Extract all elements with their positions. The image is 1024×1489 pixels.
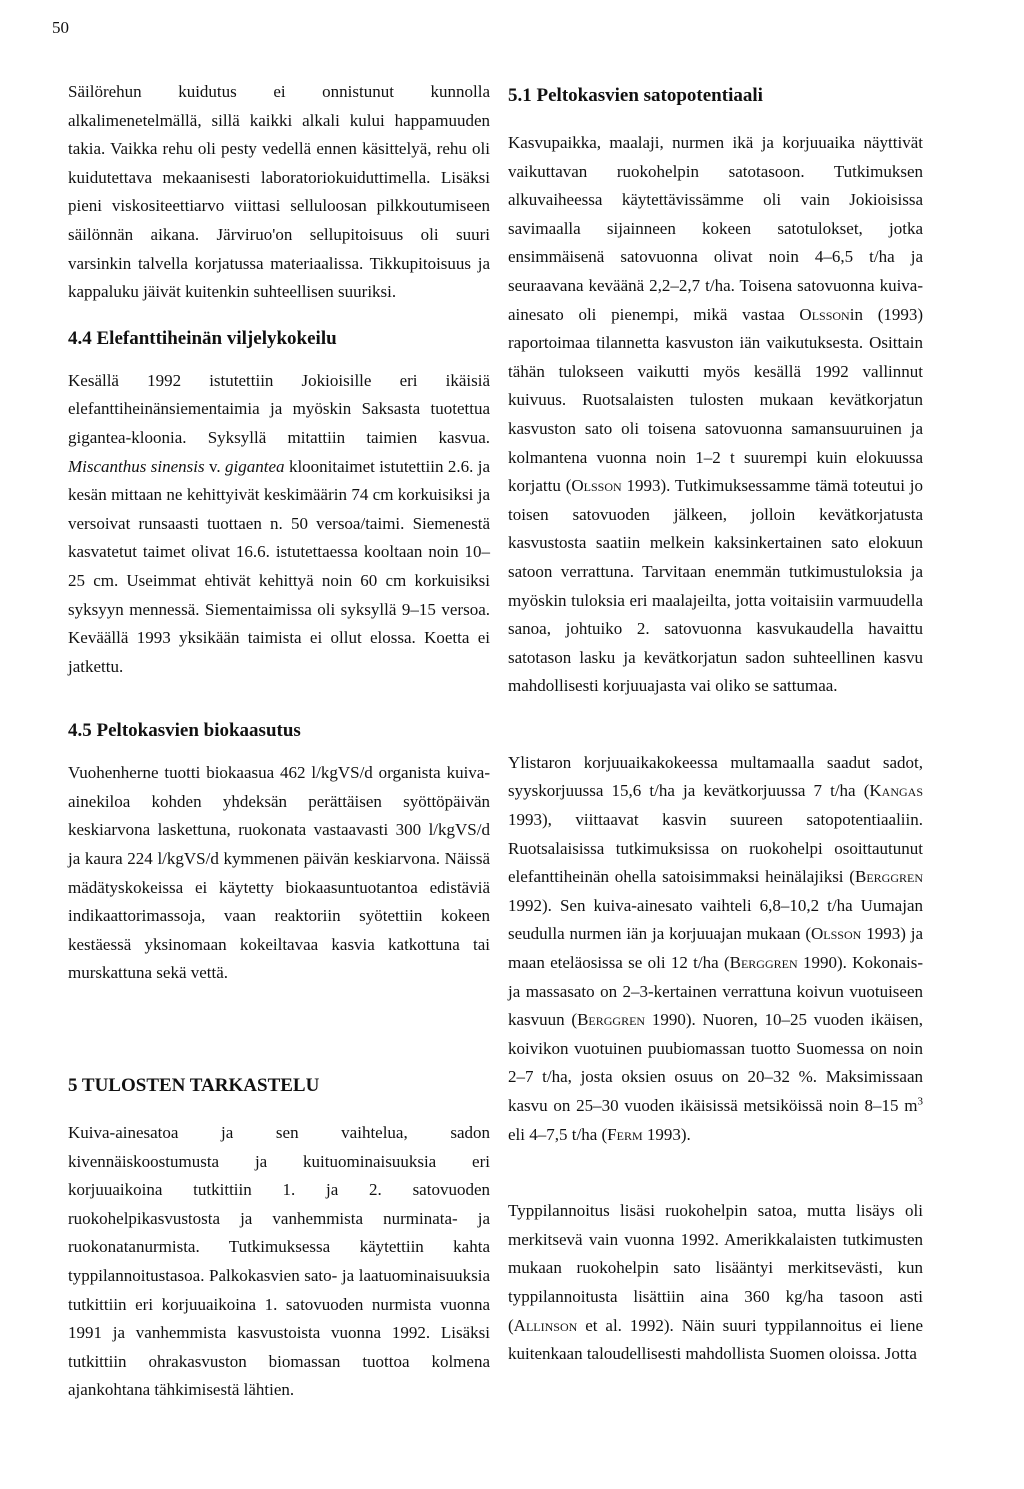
heading-5: 5 TULOSTEN TARKASTELU — [68, 1075, 320, 1097]
page-number: 50 — [52, 18, 69, 37]
heading-4-5: 4.5 Peltokasvien biokaasutus — [68, 720, 301, 742]
heading-4-4: 4.4 Elefanttiheinän viljelykokeilu — [68, 327, 337, 349]
paragraph-yield-potential: Kasvupaikka, maalaji, nurmen ikä ja korjuuaika näyttivät vaikuttavan ruokohelpin satotasoon. Tutkimuksen alkuvaiheessa käytettävissämme oli vain Jokioisissa savimaalla sijainneen kokeen satotulokset, jotka ensimmäisenä satovuonna olivat noin 4–6,5 t/ha ja seuraavana keväänä 2,2–2,7 t/ha. Toisena satovuonna kuiva-ainesato oli pienempi, mikä vastaa Olssonin (1993) raportoimaa tilannetta kasvuston iän vaikutuksesta. Osittain tähän tulokseen vaikutti myös kesällä 1992 vallinnut kuivuus. Ruotsalaisten tulosten mukaan kevätkorjatun kasvuston sato oli toisena satovuonna samansuuruinen ja kolmantena vuonna noin 1–2 t suurempi kuin elokuussa korjattu (Olsson 1993). Tutkimuksessamme tämä toteutui jo toisen satovuoden jälkeen, jolloin kevätkorjatusta kasvustosta saatiin melkein kaksinkertainen sato elokuun satoon verrattuna. Tarvitaan enemmän tutkimustuloksia ja myöskin tuloksia eri maalajeilta, jotta voitaisiin varmuudella sanoa, johtuiko 2. satovuonna kasvukaudella havaittu satotason lasku ja kevätkorjatun sadon suhteellinen kasvu mahdollisesti korjuuajasta vai oliko se sattumaa. — [508, 133, 924, 696]
paragraph-ylistaro: Ylistaron korjuuaikakokeessa multamaalla saadut sadot, syyskorjuussa 15,6 t/ha ja kevätkorjuussa 7 t/ha (Kangas 1993), viittaavat kasvin suureen satopotentiaaliin. Ruotsalaisissa tutkimuksissa on ruokohelpi osoittautunut elefanttiheinän ohella satoisimmaksi heinälajiksi (Berggren 1992). Sen kuiva-ainesato vaihteli 6,8–10,2 t/ha Uumajan seudulla nurmen iän ja korjuuajan mukaan (Olsson 1993) ja maan eteläosissa se oli 12 t/ha (Berggren 1990). Kokonais- ja massasato on 2–3-kertainen verrattuna koivun vuotuiseen kasvuun (Berggren 1990). Nuoren, 10–25 vuoden ikäisen, koivikon vuotuinen puubiomassan tuotto Suomessa on noin 2–7 t/ha, josta oksien osuus on 20–32 %. Maksimissaan kasvu on 25–30 vuoden ikäisissä metsiköissä noin 8–15 $m^3$ eli 4–7,5 t/ha (Ferm 1993). — [508, 752, 924, 1144]
left-column — [68, 78, 490, 1405]
right-column — [508, 83, 923, 1369]
heading-5-1: 5.1 Peltokasvien satopotentiaali — [508, 85, 763, 106]
paragraph-results: Kuiva-ainesatoa ja sen vaihtelua, sadon kivennäiskoostumusta ja kuituominaisuuksia eri korjuuaikoina tutkittiin 1. ja 2. satovuoden ruokohelpikasvustosta ja vanhemmista nurminata- ja ruokonatanurmista. Tutkimuksessa käytettiin kahta typpilannoitustasoa. Palkokasvien sato- ja laatuominaisuuksia tutkittiin eri korjuuaikoina 1. satovuoden nurmista vuonna 1991 ja vanhemmista kasvustoista vuonna 1992. Lisäksi tutkittiin ohrakasvuston biomassan tuottoa kolmena ajankohtana tähkimisestä lähtien. — [68, 1123, 490, 1400]
paragraph-silage: Säilörehun kuidutus ei onnistunut kunnolla alkalimenetelmällä, sillä kaikki alkali kului happamuuden takia. Vaikka rehu oli pesty vedellä ennen käsittelyä, rehu oli kuidutettava mekaanisesti laboratoriokuiduttimella. Lisäksi pieni viskositeettiarvo viittasi selluloosan pilkkoutumiseen säilönnän aikana. Järviruo'on sellupitoisuus oli suuri varsinkin talvella korjatussa materiaalissa. Tikkupitoisuus ja kappaluku jäivät kuitenkin suhteellisen suuriksi. — [68, 82, 490, 302]
paragraph-elephant-grass: Kesällä 1992 istutettiin Jokioisille eri ikäisiä elefanttiheinänsiementaimia ja myöskin Saksasta tuotettua gigantea-kloonia. Syksyllä mitattiin taimien kasvua. Miscanthus sinensis v. gigantea kloonitaimet istutettiin 2.6. ja kesän mittaan ne kehittyivät keskimäärin 74 cm korkuisiksi ja versoivat runsaasti tuottaen n. 50 versoa/taimi. Siemenestä kasvatetut taimet olivat 16.6. istutettaessa kooltaan noin 10–25 cm. Useimmat ehtivät kehittyä noin 60 cm korkuisiksi syksyyn mennessä. Siementaimissa oli syksyllä 9–15 versoa. Keväällä 1993 yksikään taimista ei ollut elossa. Koetta ei jatkettu. — [68, 370, 491, 676]
paragraph-nitrogen: Typpilannoitus lisäsi ruokohelpin satoa, mutta lisäys oli merkitsevä vain vuonna 1992. Amerikkalaisten tutkimusten mukaan ruokohelpin sato lisääntyi merkitsevästi, kun typpilannoitusta lisättiin aina 360 kg/ha tasoon asti (Allinson et al. 1992). Näin suuri typpilannoitus ei liene kuitenkaan taloudellisesti mahdollista Suomen oloissa. Jotta — [508, 1201, 924, 1364]
paragraph-biogas: Vuohenherne tuotti biokaasua 462 l/kgVS/d organista kuiva-ainekiloa kohden yhdeksän perättäisen syöttöpäivän keskiarvona laskettuna, ruokonata vastaavasti 300 l/kgVS/d ja kaura 224 l/kgVS/d kymmenen päivän keskiarvona. Näissä mädätyskokeissa ei käytetty biokaasuntuotantoa edistäviä indikaattorimassoja, vaan reaktoriin syötettiin kokeen kestäessä yksinomaan kokeiltavaa kasvia katkottuna tai murskattuna sekä vettä. — [68, 763, 490, 983]
